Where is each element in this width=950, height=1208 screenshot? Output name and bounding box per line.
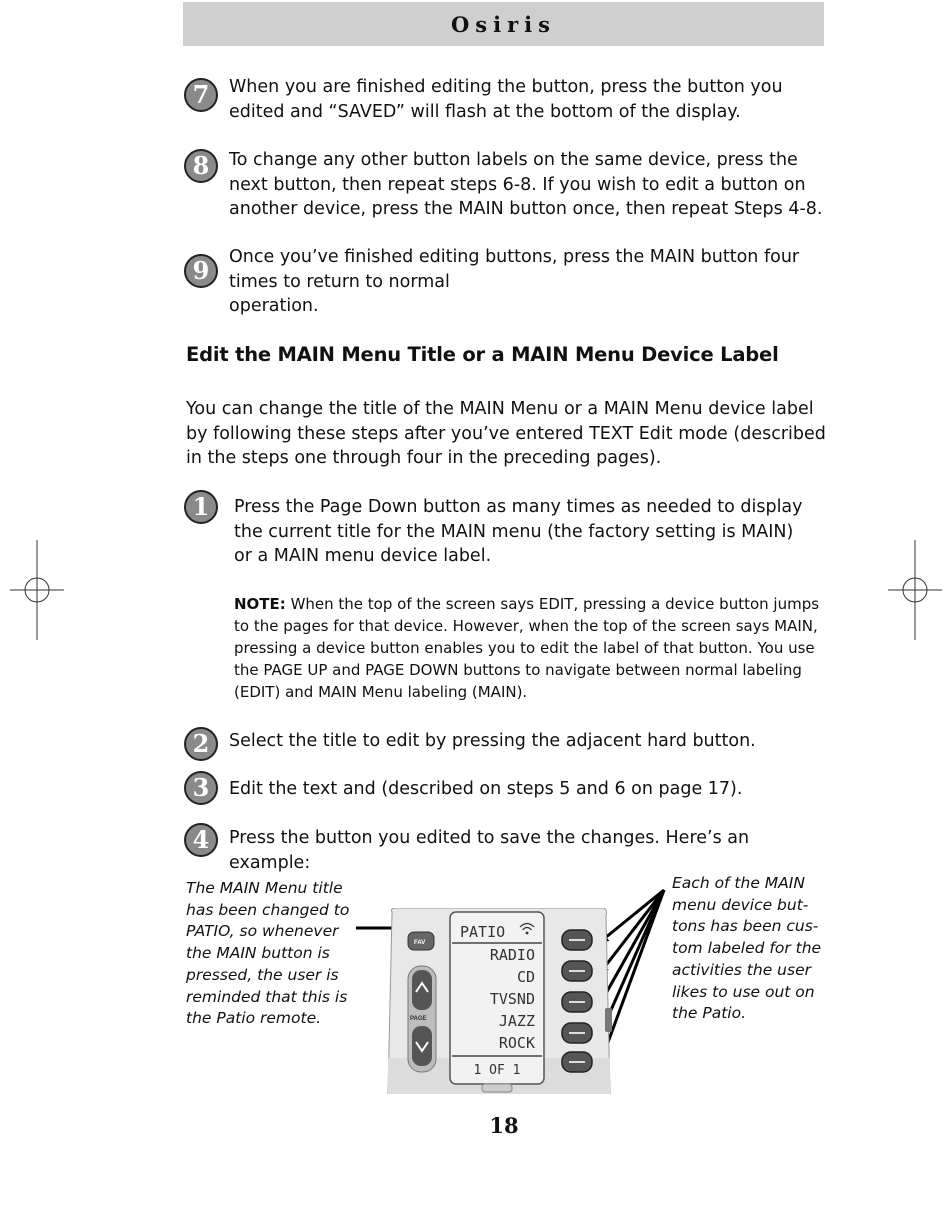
step-number-1: 1: [184, 490, 218, 524]
section-heading: Edit the MAIN Menu Title or a MAIN Menu Device Label: [186, 343, 779, 366]
page-number: 18: [489, 1113, 519, 1138]
lcd-item-jazz: JAZZ: [498, 1012, 535, 1030]
hard-button-4[interactable]: [562, 1023, 592, 1043]
page-up-button: [412, 970, 432, 1010]
lcd-page-indicator: 1 OF 1: [473, 1063, 521, 1078]
fav-label: FAV: [414, 940, 426, 946]
hard-button-3[interactable]: [562, 992, 592, 1012]
page-label: PAGE: [410, 1016, 427, 1022]
page-down-button: [412, 1026, 432, 1066]
step-1-text: Press the Page Down button as many times as needed to display the current title for the MAIN menu (the factory setting is MAIN) or a MAIN menu device label.: [234, 497, 803, 566]
hard-button-2[interactable]: [562, 961, 592, 981]
hard-button-5[interactable]: [562, 1052, 592, 1072]
step-9-text-line2: operation.: [229, 296, 319, 316]
fav-button[interactable]: [408, 932, 434, 950]
page-rocker[interactable]: [408, 966, 436, 1072]
step-number-7: 7: [184, 78, 218, 112]
hard-button-1[interactable]: [562, 930, 592, 950]
remote-illustration: [386, 908, 612, 1094]
step-2-text: Select the title to edit by pressing the adjacent hard button.: [229, 731, 756, 751]
lcd-item-tvsnd: TVSND: [489, 990, 535, 1008]
caption-right: Each of the MAIN menu device but-tons has been cus-tom labeled for the activities the user likes to use out on the Patio.: [672, 874, 822, 1023]
step-number-2: 2: [184, 727, 218, 761]
step-number-3: 3: [184, 771, 218, 805]
step-number-9: 9: [184, 254, 218, 288]
section-intro: You can change the title of the MAIN Menu or a MAIN Menu device label by following these steps after you’ve entered TEXT Edit mode (described in the steps one through four in the preceding pages).: [186, 399, 826, 468]
lcd-item-radio: RADIO: [489, 946, 535, 964]
step-8-text: To change any other button labels on the same device, press the next button, then repeat steps 6-8. If you wish to edit a button on another device, press the MAIN button once, then repeat Steps 4-8.: [229, 150, 823, 219]
lcd-item-rock: ROCK: [498, 1034, 535, 1052]
note-label: NOTE:: [234, 595, 286, 613]
lcd-title: PATIO: [460, 923, 506, 941]
step-9-text-line1: Once you’ve finished editing buttons, press the MAIN button four times to return to normal: [229, 247, 800, 292]
header-title: Osiris: [451, 11, 556, 37]
step-7-text: When you are finished editing the button, press the button you edited and “SAVED” will flash at the bottom of the display.: [229, 77, 783, 122]
step-3-text: Edit the text and (described on steps 5 and 6 on page 17).: [229, 779, 743, 799]
note-text: When the top of the screen says EDIT, pressing a device button jumps to the pages for that device. However, when the top of the screen says MAIN, pressing a device button enables you to edit the label of that button. You use the PAGE UP and PAGE DOWN buttons to navigate between normal labeling (EDIT) and MAIN Menu labeling (MAIN).: [234, 595, 820, 701]
caption-left: The MAIN Menu title has been changed to PATIO, so whenever the MAIN button is pressed, the user is reminded that this is the Patio remote.: [186, 879, 350, 1028]
step-number-4: 4: [184, 823, 218, 857]
step-4-text: Press the button you edited to save the changes. Here’s an example:: [229, 828, 750, 873]
lcd-item-cd: CD: [516, 968, 535, 986]
step-number-8: 8: [184, 149, 218, 183]
